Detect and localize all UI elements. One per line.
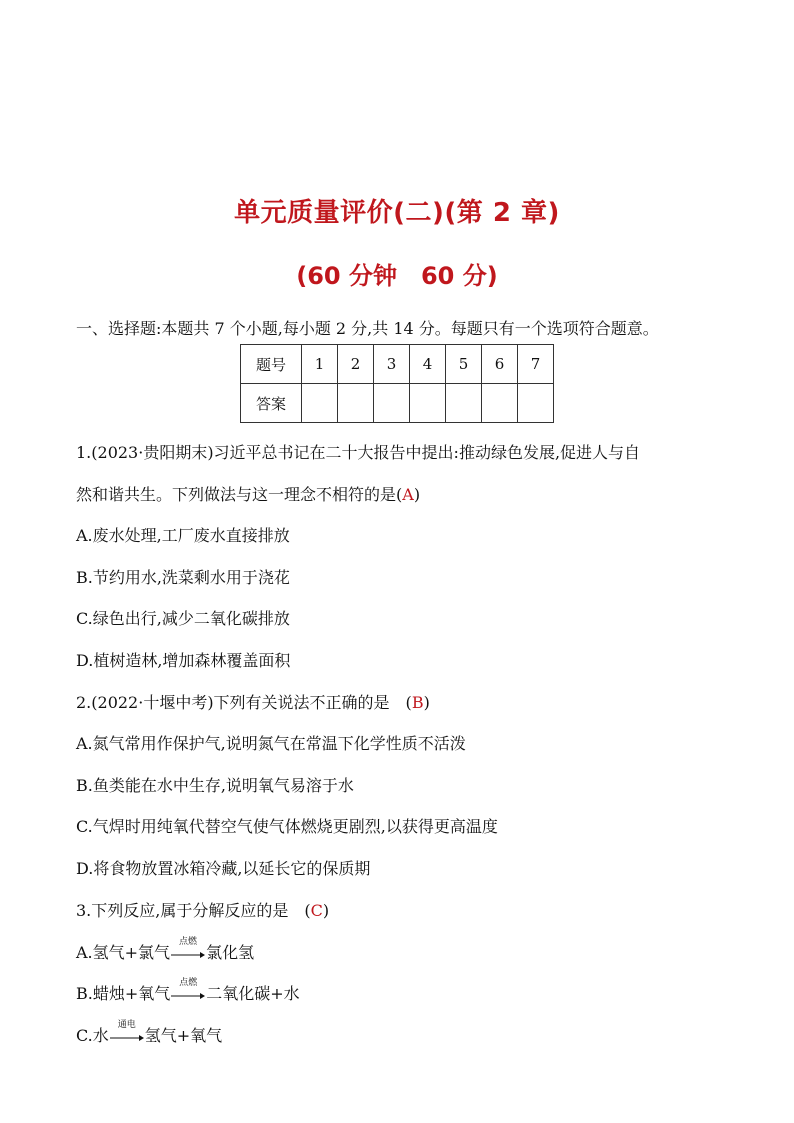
- question-3-stem: [76, 898, 329, 921]
- question-number-cell: 3: [374, 345, 410, 384]
- question-2-option-c: C.气焊时用纯氧代替空气使气体燃烧更剧烈,以获得更高温度: [76, 817, 498, 836]
- arrow-icon: [171, 993, 205, 999]
- question-1-answer: A: [402, 485, 414, 504]
- reactants-text: C.水: [76, 1026, 109, 1045]
- answer-cell: [302, 384, 338, 423]
- question-1-stem-text: 然和谐共生。下列做法与这一理念不相符的是(: [76, 485, 403, 504]
- reactants-text: B.蜡烛+氧气: [76, 984, 171, 1003]
- table-row: [241, 384, 554, 423]
- question-3-option-b: [76, 977, 300, 1004]
- reaction-arrow: [110, 1019, 144, 1044]
- page-title: 单元质量评价(二)(第 2 章): [234, 198, 560, 228]
- question-2-option-b: B.鱼类能在水中生存,说明氧气易溶于水: [76, 776, 354, 795]
- section-instructions: 一、选择题:本题共 7 个小题,每小题 2 分,共 14 分。每题只有一个选项符合题意。: [76, 319, 659, 338]
- question-2-stem: [76, 690, 430, 713]
- products-text: 氯化氢: [206, 943, 255, 962]
- question-number-cell: 1: [302, 345, 338, 384]
- question-number-cell: 6: [482, 345, 518, 384]
- page-subtitle: (60 分钟 60 分): [296, 262, 498, 290]
- question-2-stem-end: ): [423, 693, 430, 712]
- answer-table: [240, 344, 554, 423]
- question-number-cell: 5: [446, 345, 482, 384]
- products-text: 二氧化碳+水: [206, 984, 300, 1003]
- question-1-option-d: D.植树造林,增加森林覆盖面积: [76, 651, 291, 670]
- answer-cell: [410, 384, 446, 423]
- answer-cell: [482, 384, 518, 423]
- reaction-arrow: [171, 977, 205, 1002]
- answer-cell: [338, 384, 374, 423]
- question-3-stem-text: 3.下列反应,属于分解反应的是 (: [76, 901, 311, 920]
- question-1-stem-line1: 1.(2023·贵阳期末)习近平总书记在二十大报告中提出:推动绿色发展,促进人与自: [76, 443, 641, 462]
- reactants-text: A.氢气+氯气: [76, 943, 171, 962]
- question-number-cell: 7: [518, 345, 554, 384]
- question-2-option-d: D.将食物放置冰箱冷藏,以延长它的保质期: [76, 859, 371, 878]
- table-header-cell: 题号: [241, 345, 302, 384]
- answer-cell: [518, 384, 554, 423]
- question-2-stem-text: 2.(2022·十堰中考)下列有关说法不正确的是 (: [76, 693, 412, 712]
- question-1-stem-line2: [76, 482, 420, 505]
- question-3-answer: C: [310, 901, 323, 920]
- answer-cell: [446, 384, 482, 423]
- question-1-option-a: A.废水处理,工厂废水直接排放: [76, 526, 290, 545]
- question-number-cell: 2: [338, 345, 374, 384]
- answer-cell: [374, 384, 410, 423]
- question-3-stem-end: ): [322, 901, 330, 920]
- question-2-answer: B: [411, 693, 424, 712]
- table-row: [241, 345, 554, 384]
- question-2-option-a: A.氮气常用作保护气,说明氮气在常温下化学性质不活泼: [76, 734, 466, 753]
- question-3-option-a: [76, 936, 255, 963]
- question-1-option-c: C.绿色出行,减少二氧化碳排放: [76, 609, 290, 628]
- question-number-cell: 4: [410, 345, 446, 384]
- question-1-option-b: B.节约用水,洗菜剩水用于浇花: [76, 568, 290, 587]
- products-text: 氢气+氧气: [144, 1026, 223, 1045]
- question-3-option-c: [76, 1019, 223, 1046]
- reaction-arrow: [171, 936, 205, 961]
- reaction-condition: 点燃: [179, 977, 198, 988]
- table-header-cell: 答案: [241, 384, 302, 423]
- reaction-condition: 点燃: [179, 936, 198, 947]
- question-1-stem-end: ): [413, 485, 421, 504]
- reaction-condition: 通电: [117, 1019, 136, 1030]
- arrow-icon: [171, 952, 205, 958]
- arrow-icon: [110, 1035, 144, 1041]
